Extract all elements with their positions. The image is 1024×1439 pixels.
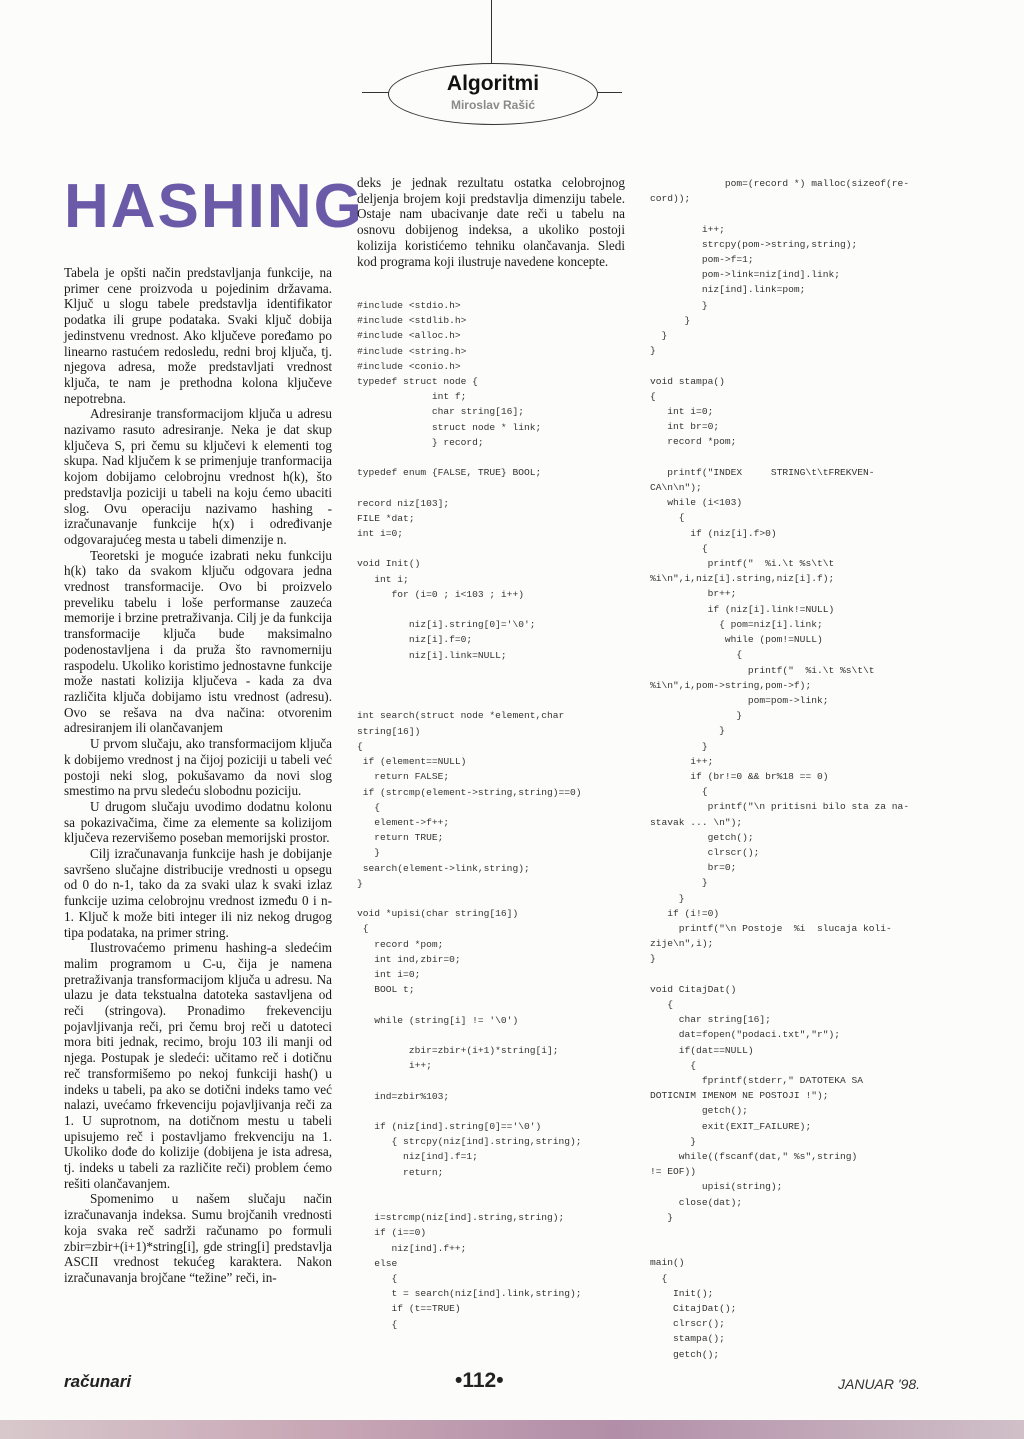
code-listing-part-2: pom=(record *) malloc(sizeof(re- cord)); i++; strcpy(pom->string,string); pom->f=1; pom->link=niz[ind].link; niz[ind].link=pom; } } } } void stampa() { int i=0; int br=0; record *pom; printf("INDEX STRING\t\tFREKVEN- CA\n\n"); while (i<103) { if (niz[i].f>0) { printf(" %i.\t %s\t\t %i\n",i,niz[i].string,niz[i].f); br++; if (niz[i].link!=NULL) { pom=niz[i].link; while (pom!=NULL) { printf(" %i.\t %s\t\t %i\n",i,pom->string,pom->f); pom=pom->link; } } } i++; if (br!=0 && br%18 == 0) { printf("\n pritisni bilo sta za na- stavak ... \n"); getch(); clrscr(); br=0; } } if (i!=0) printf("\n Postoje %i slucaja koli- zije\n",i); } void CitajDat() { char string[16]; dat=fopen("podaci.txt","r"); if(dat==NULL) { fprintf(stderr," DATOTEKA SA DOTICNIM IMENOM NE POSTOJI !"); getch(); exit(EXIT_FAILURE); } while((fscanf(dat," %s",string) != EOF)) upisi(string); close(dat); } main() { Init(); CitajDat(); clrscr(); stampa(); getch(); bbox=[650, 178, 910, 1360]
article-title: HASHING bbox=[64, 172, 364, 241]
paragraph: Teoretski je moguće izabrati neku funkciju h(k) tako da svakom ključu odgovara jedna vrednost transformacije. Ovo bi proizvelo preveliku tabelu i loše performanse zauzeća memorije i brzine pretraživanja. Cilj je da funkcija transformacije ključa bude maksimalno podenostavljena i da pruža što ravnomerniju raspodelu. Ukoliko koristimo jednostavne funkcije može nastati kolizija ključeva - kada za dva različita ključa dobijamo istu vrednost (adresu). Ovo se rešava na dva načina: otvorenim adresiranjem ili olančavanjem bbox=[64, 547, 332, 736]
paragraph: Adresiranje transformacijom ključa u adresu nazivamo rasuto adresiranje. Neka je dat skup ključeva S, pri čemu su ključevi k elementi tog skupa. Nad ključem k se primenjuje tranformacija kojom dobijamo celobrojnu vrednost h(k), što predstavlja poziciji u tabeli na koju ćemo ubaciti slog. Ovu operaciju nazivamo hashing - izračunavanje funkcije h(x) i određivanje odgovarajućeg mesta u tabeli dimenzije n. bbox=[64, 406, 332, 547]
page-edge-strip bbox=[0, 1420, 1024, 1439]
paragraph: deks je jednak rezultatu ostatka celobrojnog deljenja brojem koji predstavlja dimenziju tabele. Ostaje nam ubacivanje date reči u tabelu na osnovu dobijenog indeksa, a ukoliko postoji kolizija koristićemo tehniku olančavanja. Sledi kod programa koji ilustruje navedene koncepte. bbox=[357, 175, 625, 269]
paragraph: U drugom slučaju uvodimo dodatnu kolonu sa pokazivačima, čime za elemente sa kolizijom ključeva rezervišemo poseban memorijski prostor. bbox=[64, 798, 332, 846]
issue-date: JANUAR '98. bbox=[838, 1376, 921, 1392]
section-title: Algoritmi bbox=[446, 72, 540, 95]
page-number: •112• bbox=[455, 1369, 504, 1392]
paragraph: Spomenimo u našem slučaju način izračunavanja indeksa. Sumu brojčanih vrednosti koja svaka reč sadrži računamo po formuli zbir=zbir+(i+1)*string[i], gde string[i] predstavlja ASCII vrednost tekućeg karaktera. Nakon izračunavanja brojčane “težine” reči, in- bbox=[64, 1191, 332, 1285]
paragraph: U prvom slučaju, ako transformacijom ključa k dobijemo vrednost j na čijoj poziciji u tabeli već postoji neki slog, pokušavamo da novi slog smestimo na prvu sledeću slobodnu poziciju. bbox=[64, 736, 332, 799]
magazine-logo: računari bbox=[64, 1372, 132, 1391]
code-listing-part-1: #include <stdio.h> #include <stdlib.h> #include <alloc.h> #include <string.h> #include <conio.h> typedef struct node { int f; char string[16]; struct node * link; } record; typedef enum {FALSE, TRUE} BOOL; record niz[103]; FILE *dat; int i=0; void Init() int i; for (i=0 ; i<103 ; i++) niz[i].string[0]='\0'; niz[i].f=0; niz[i].link=NULL; int search(struct node *element,char string[16]) { if (element==NULL) return FALSE; if (strcmp(element->string,string)==0) { element->f++; return TRUE; } search(element->link,string); } void *upisi(char string[16]) { record *pom; int ind,zbir=0; int i=0; BOOL t; while (string[i] != '\0') zbir=zbir+(i+1)*string[i]; i++; ind=zbir%103; if (niz[ind].string[0]=='\0') { strcpy(niz[ind].string,string); niz[ind].f=1; return; i=strcmp(niz[ind].string,string); if (i==0) niz[ind].f++; else { t = search(niz[ind].link,string); if (t==TRUE) { bbox=[357, 300, 582, 1330]
paragraph: Tabela je opšti način predstavljanja funkcije, na primer cene proizvoda u pojedinim državama. Ključ u slogu tabele predstavlja identifikator podatka ili grupe podataka. Svaki ključ dobija jedinstvenu vrednost. Ako ključeve poređamo po linearno rastućem redosledu, redni broj ključa, tj. njegova adresa, može predstavljati vrednost ključa, te nam je prethodna kolona ključeve nepotrebna. bbox=[64, 265, 332, 406]
article-column-2-text bbox=[357, 175, 625, 269]
header-vertical-rule bbox=[491, 0, 492, 66]
paragraph: Cilj izračunavanja funkcije hash je dobijanje savršeno slučajne distribucije vrednosti u opsegu od 0 do n-1, tako da za svaki ulaz k svaki izlaz funkcije uzima celobrojnu vrednost između 0 i n-1. Ključ k može biti integer ili niz nekog drugog tipa podataka, na primer string. bbox=[64, 846, 332, 940]
section-header bbox=[388, 63, 598, 125]
author-name: Miroslav Rašić bbox=[450, 98, 536, 112]
article-column-1 bbox=[64, 265, 332, 1286]
paragraph: Ilustrovaćemo primenu hashing-a sledećim malim programom u C-u, čija je namena pretraživanja transformacijom ključa u adresu. Na ulazu je data tekstualna datoteka sastavljena od reči (stringova). Pronadimo frekevenciju pojavljivanja reči, pri čemu broj reči u datoteci mora biti jednak, recimo, broju 103 ili manji od njega. Postupak je sledeći: učitamo reč i dotičnu reč transformišemo po nekoj funkciji hash() u indeks u tabeli, pa ako se dotični indeks tamo već nalazi, uvećamo frkevenciju pojavljivanja reči za 1. U suprotnom, na dotičnom mestu u tabeli upisujemo reč i postavljamo frekvenciju na 1. Ukoliko dođe do kolizije (dobijena je ista adresa, tj. indeks u tabeli za različite reči) problem ćemo rešiti olančavanjem. bbox=[64, 940, 332, 1191]
